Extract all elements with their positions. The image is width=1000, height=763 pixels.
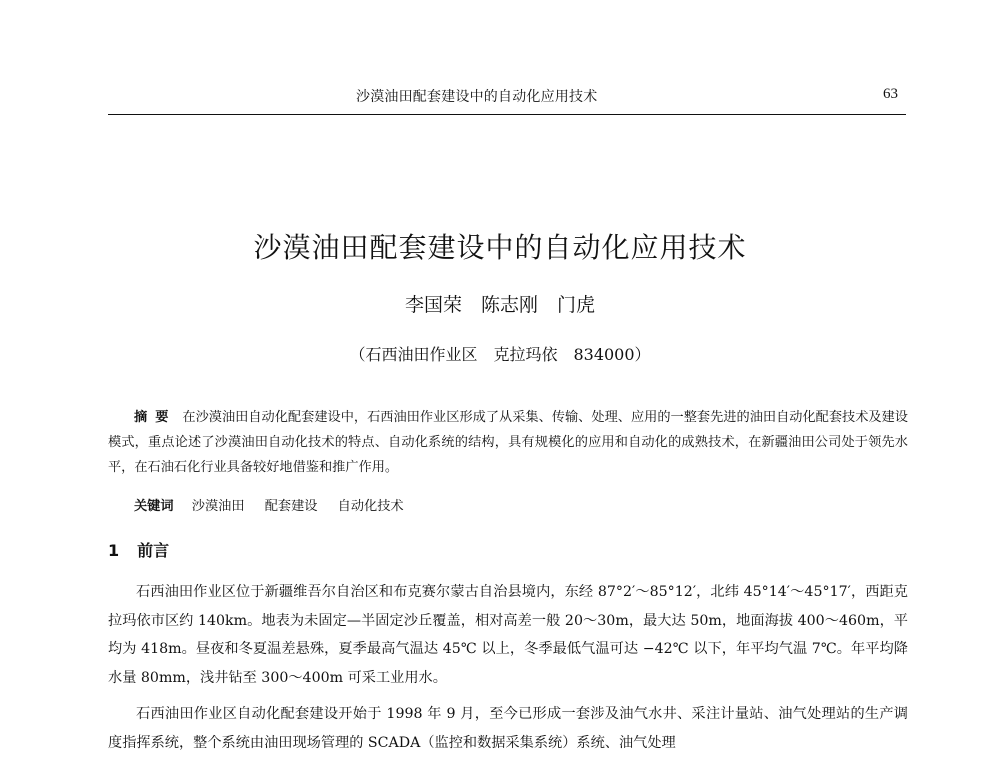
keyword-item: 沙漠油田	[191, 499, 245, 514]
header-rule	[108, 114, 906, 115]
abstract	[108, 405, 908, 480]
section-heading	[108, 538, 169, 561]
keyword-item: 自动化技术	[337, 499, 404, 514]
abstract-text: 在沙漠油田自动化配套建设中，石西油田作业区形成了从采集、传输、处理、应用的一整套先进的油田自动化配套技术及建设模式，重点论述了沙漠油田自动化技术的特点、自动化系统的结构，具有规模化的应用和自动化的成熟技术，在新疆油田公司处于领先水平，在石油石化行业具备较好地借鉴和推广作用。	[108, 410, 908, 475]
section-number: 1	[108, 541, 120, 560]
section-title: 前言	[137, 541, 170, 560]
page-number: 63	[883, 86, 898, 102]
body-paragraph: 石西油田作业区位于新疆维吾尔自治区和布克赛尔蒙古自治县境内，东经 87°2′～85°12′，北纬 45°14′～45°17′，西距克拉玛依市区约 140km。地表为未固定—半固定沙丘覆盖，相对高差一般 20～30m，最大达 50m，地面海拔 400～460m，平均为 418m。昼夜和冬夏温差悬殊，夏季最高气温达 45℃ 以上，冬季最低气温可达 −42℃ 以下，年平均气温 7℃。年平均降水量 80mm，浅井钻至 300～400m 可采工业用水。	[108, 584, 908, 686]
keywords	[134, 495, 904, 514]
author-list: 李国荣 陈志刚 门虎	[404, 294, 595, 316]
running-header	[108, 84, 904, 108]
running-title: 沙漠油田配套建设中的自动化应用技术	[356, 89, 598, 105]
keyword-item: 配套建设	[264, 499, 318, 514]
abstract-label: 摘要	[134, 410, 177, 425]
body-paragraph: 石西油田作业区自动化配套建设开始于 1998 年 9 月，至今已形成一套涉及油气水井、采注计量站、油气处理站的生产调度指挥系统，整个系统由油田现场管理的 SCADA（监控和数据采集系统）系统、油气处理	[108, 706, 908, 751]
article-title: 沙漠油田配套建设中的自动化应用技术	[253, 231, 747, 264]
keywords-label: 关键词	[134, 499, 174, 514]
affiliation: （石西油田作业区 克拉玛依 834000）	[349, 345, 651, 364]
